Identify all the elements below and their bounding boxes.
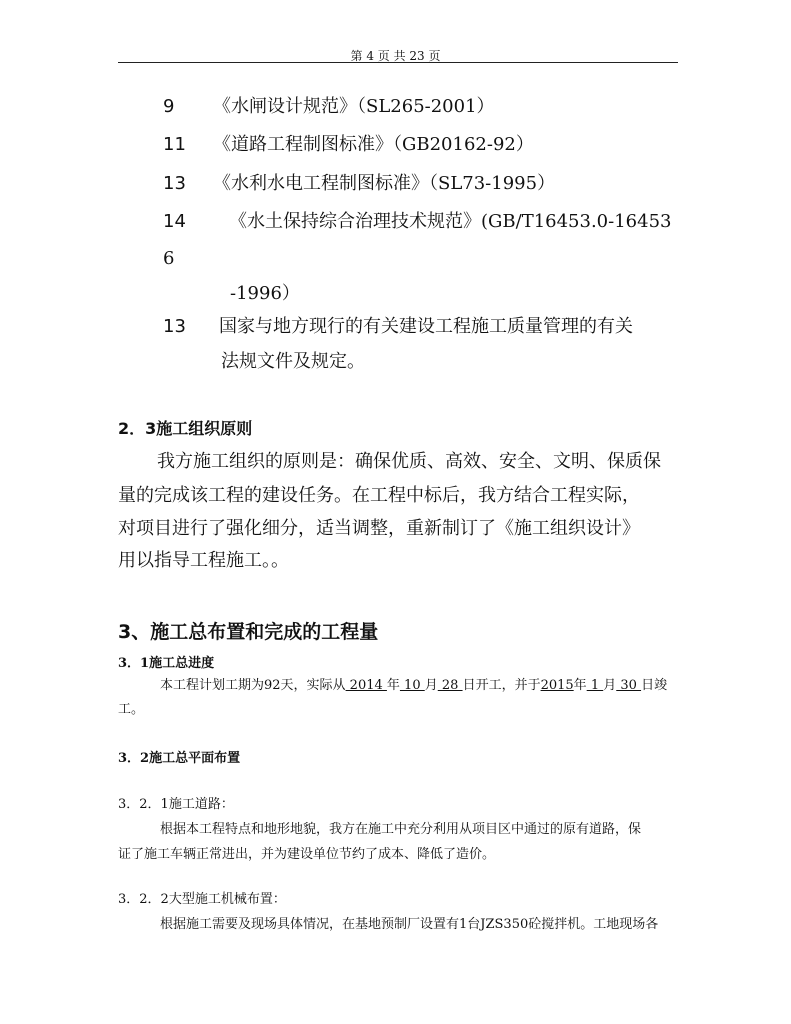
reference-text: 国家与地方现行的有关建设工程施工质量管理的有关 bbox=[219, 316, 633, 337]
reference-number: 11 bbox=[163, 134, 186, 155]
reference-text: 《水利水电工程制图标准》（SL73-1995） bbox=[213, 173, 556, 194]
year-end: 2015 bbox=[540, 678, 574, 693]
reference-number: 13 bbox=[163, 316, 186, 337]
page-header: 第 4 页 共 23 页 bbox=[350, 49, 441, 63]
month-start: 10 bbox=[399, 678, 425, 693]
paragraph-line: 根据本工程特点和地形地貌，我方在施工中充分利用从项目区中通过的原有道路，保 bbox=[160, 822, 642, 837]
reference-text: 《水土保持综合治理技术规范》(GB/T16453.0-16453 bbox=[229, 211, 672, 232]
section-title: 2．3施工组织原则 bbox=[118, 419, 253, 438]
reference-wrap: 6 bbox=[163, 248, 175, 269]
reference-text: 《水闸设计规范》（SL265-2001） bbox=[213, 96, 495, 117]
reference-number: 9 bbox=[163, 96, 175, 117]
subsection-title: 3．2．1施工道路： bbox=[118, 797, 234, 812]
paragraph-line: 证了施工车辆正常进出，并为建设单位节约了成本、降低了造价。 bbox=[118, 847, 496, 862]
paragraph-line: 对项目进行了强化细分，适当调整，重新制订了《施工组织设计》 bbox=[118, 518, 640, 539]
reference-wrap: 法规文件及规定。 bbox=[221, 351, 365, 372]
header-rule bbox=[118, 62, 678, 63]
day-end: 30 bbox=[616, 678, 642, 693]
paragraph-line: 用以指导工程施工。。 bbox=[118, 550, 289, 571]
day-start: 28 bbox=[437, 678, 463, 693]
subsection-title: 3．2施工总平面布置 bbox=[118, 751, 241, 766]
paragraph-line: 本工程计划工期为92天，实际从 2014 年 10 月 28 日开工，并于2015年 1 月 30 日竣 bbox=[160, 678, 668, 693]
year-start: 2014 bbox=[345, 678, 387, 693]
reference-wrap: -1996） bbox=[230, 283, 300, 304]
reference-number: 13 bbox=[163, 173, 186, 194]
reference-text: 《道路工程制图标准》（GB20162-92） bbox=[213, 134, 534, 155]
subsection-title: 3．1施工总进度 bbox=[118, 656, 215, 671]
paragraph-line: 工。 bbox=[118, 702, 145, 717]
reference-number: 14 bbox=[163, 211, 186, 232]
paragraph-line: 量的完成该工程的建设任务。在工程中标后，我方结合工程实际， bbox=[118, 485, 640, 506]
subsection-title: 3．2．2大型施工机械布置： bbox=[118, 892, 286, 907]
section-title: 3、施工总布置和完成的工程量 bbox=[118, 621, 379, 643]
month-end: 1 bbox=[586, 678, 604, 693]
paragraph-line: 我方施工组织的原则是：确保优质、高效、安全、文明、保质保 bbox=[157, 451, 661, 472]
paragraph-line: 根据施工需要及现场具体情况，在基地预制厂设置有1台JZS350砼搅拌机。工地现场各 bbox=[160, 917, 659, 932]
